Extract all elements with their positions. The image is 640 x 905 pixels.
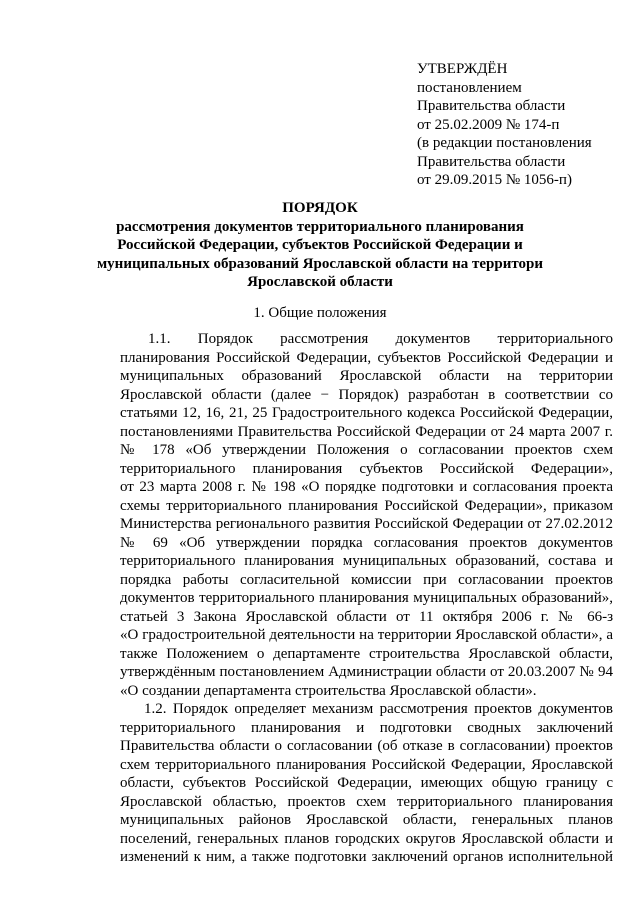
text-line: 1.2. Порядок определяет механизм рассмотрения проектов документов (144, 701, 613, 717)
text-line: порядка работы согласительной комиссии при согласовании проектов (120, 571, 613, 588)
text-line: статьей 3 Закона Ярославской области от 11 октября 2006 г. № 66-з (120, 608, 613, 625)
section-heading: 1. Общие положения (253, 305, 387, 321)
approval-line: от 25.02.2009 № 174-п (417, 116, 560, 133)
text-line: 1.1. Порядок рассмотрения документов территориального (148, 331, 613, 347)
text-line: изменений к ним, а также подготовки заключений органов исполнительной (120, 849, 613, 865)
text-line: от 23 марта 2008 г. № 198 «О порядке подготовки и согласования проекта (120, 479, 613, 495)
text-line: статьями 12, 16, 21, 25 Градостроительного кодекса Российской Федерации, (120, 405, 613, 421)
text-line: территориального планирования субъектов Российской Федерации», (120, 460, 613, 477)
text-line: планирования Российской Федерации, субъектов Российской Федерации и (120, 349, 613, 366)
text-line: поселений, генеральных планов городских округов Ярославской области и (120, 830, 613, 847)
text-line: документов территориального планирования муниципальных образований», (120, 590, 613, 606)
text-line: Ярославской областью, проектов схем территориального планирования (120, 793, 613, 810)
title-line: Российской Федерации, субъектов Российской Федерации и (117, 237, 523, 253)
text-line: схем территориального планирования Российской Федерации, Ярославской (120, 756, 613, 773)
approval-line: от 29.09.2015 № 1056-п) (417, 172, 572, 188)
text-line: № 69 «Об утверждении порядка согласования проектов документов (120, 534, 613, 551)
paragraph-1-2 (120, 700, 613, 867)
text-line: территориального планирования и подготовки сводных заключений (120, 719, 613, 736)
text-line: утверждённым постановлением Администрации области от 20.03.2007 № 94 (120, 664, 613, 680)
body-text (120, 330, 613, 867)
title-heading: ПОРЯДОК (282, 200, 358, 216)
text-line: территориального планирования муниципальных образований, состава и (120, 553, 613, 569)
title-line: муниципальных образований Ярославской области на территори (96, 255, 544, 272)
approval-line: постановлением (417, 79, 522, 96)
text-line: также Положением о департаменте строительства Ярославской области, (120, 645, 613, 662)
text-line: Правительства области о согласовании (об отказе в согласовании) проектов (120, 738, 613, 754)
approval-line: (в редакции постановления (417, 135, 592, 151)
document-title (0, 199, 640, 292)
text-line: «О создании департамента строительства Ярославской области». (120, 682, 537, 699)
text-line: муниципальных районов Ярославской области, генеральных планов (120, 812, 613, 828)
approval-line: Правительства области (417, 153, 566, 170)
title-line: рассмотрения документов территориального планирования (116, 218, 524, 235)
text-line: схемы территориального планирования Российской Федерации», приказом (120, 497, 613, 514)
text-line: Министерства регионального развития Российской Федерации от 27.02.2012 (120, 516, 613, 532)
text-line: «О градостроительной деятельности на территории Ярославской области», а (120, 627, 613, 643)
text-line: области, субъектов Российской Федерации, имеющих общую границу с (120, 775, 613, 791)
paragraph-1-1 (120, 330, 613, 700)
text-line: муниципальных образований Ярославской области на территории (120, 368, 613, 384)
text-line: № 178 «Об утверждении Положения о согласовании проектов схем (120, 442, 613, 458)
approval-line: УТВЕРЖДЁН (417, 61, 508, 77)
text-line: постановлениями Правительства Российской Федерации от 24 марта 2007 г. (120, 423, 613, 440)
text-line: Ярославской области (далее − Порядок) разработан в соответствии со (120, 386, 613, 403)
title-line: Ярославской области (247, 274, 393, 290)
approval-stamp (417, 60, 592, 190)
approval-line: Правительства области (417, 98, 566, 114)
